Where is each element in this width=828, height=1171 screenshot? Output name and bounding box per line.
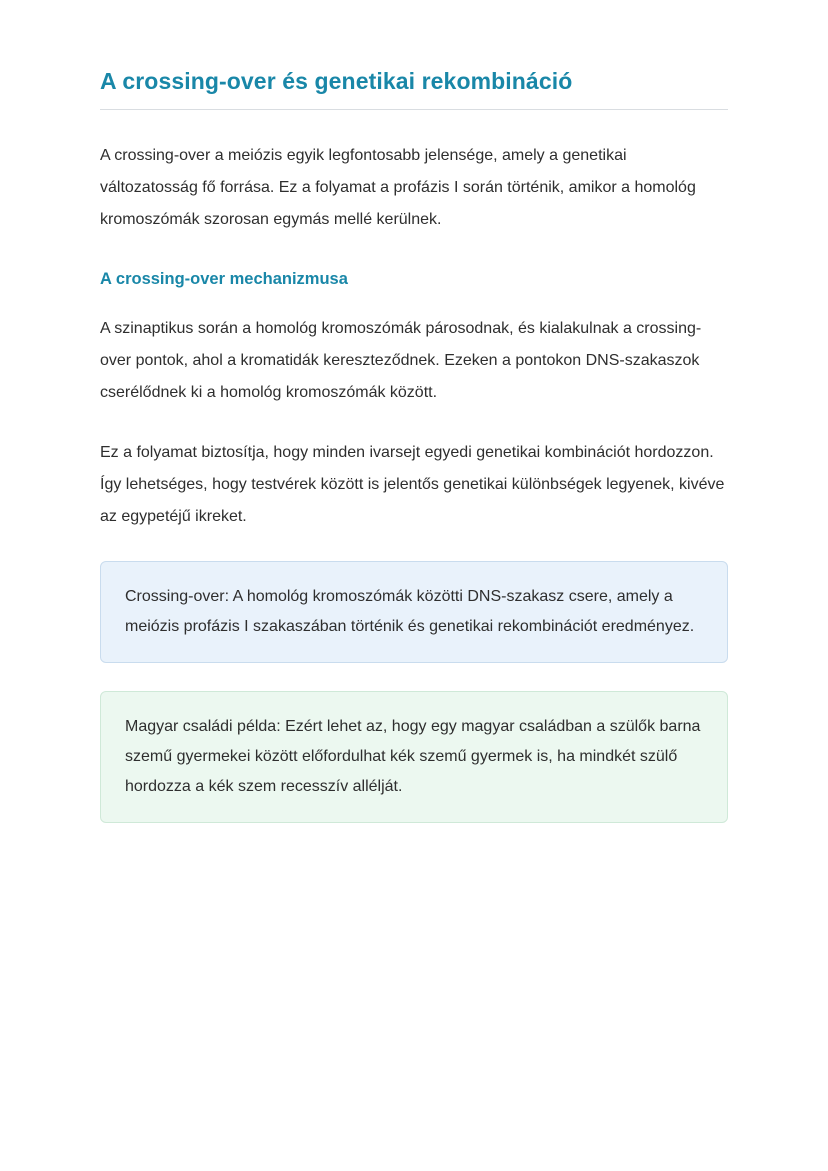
example-text: Magyar családi példa: Ezért lehet az, hogy egy magyar családban a szülők barna szemű gyermekei között előfordulhat kék szemű gyermek is, ha mindkét szülő hordozza a kék szem recesszív allélját. xyxy=(125,718,701,795)
definition-callout-box xyxy=(100,561,728,663)
mechanism-paragraph-2: Ez a folyamat biztosítja, hogy minden ivarsejt egyedi genetikai kombinációt hordozzon. Így lehetséges, hogy testvérek között is jelentős genetikai különbségek legyenek, kivéve az egypetéjű ikreket. xyxy=(100,444,725,525)
title-divider xyxy=(100,109,728,110)
mechanism-paragraph-1: A szinaptikus során a homológ kromoszómák párosodnak, és kialakulnak a crossing-over pontok, ahol a kromatidák kereszteződnek. Ezeken a pontokon DNS-szakaszok cserélődnek ki a homológ kromoszómák között. xyxy=(100,320,702,401)
definition-text: Crossing-over: A homológ kromoszómák közötti DNS-szakasz csere, amely a meiózis profázis I szakaszában történik és genetikai rekombinációt eredményez. xyxy=(125,588,695,635)
section-heading-mechanism: A crossing-over mechanizmusa xyxy=(100,270,348,288)
intro-paragraph: A crossing-over a meiózis egyik legfontosabb jelensége, amely a genetikai változatosság fő forrása. Ez a folyamat a profázis I során történik, amikor a homológ kromoszómák szorosan egymás mellé kerülnek. xyxy=(100,147,696,228)
document-page xyxy=(100,0,728,911)
page-title: A crossing-over és genetikai rekombináció xyxy=(100,68,573,94)
example-callout-box xyxy=(100,691,728,823)
